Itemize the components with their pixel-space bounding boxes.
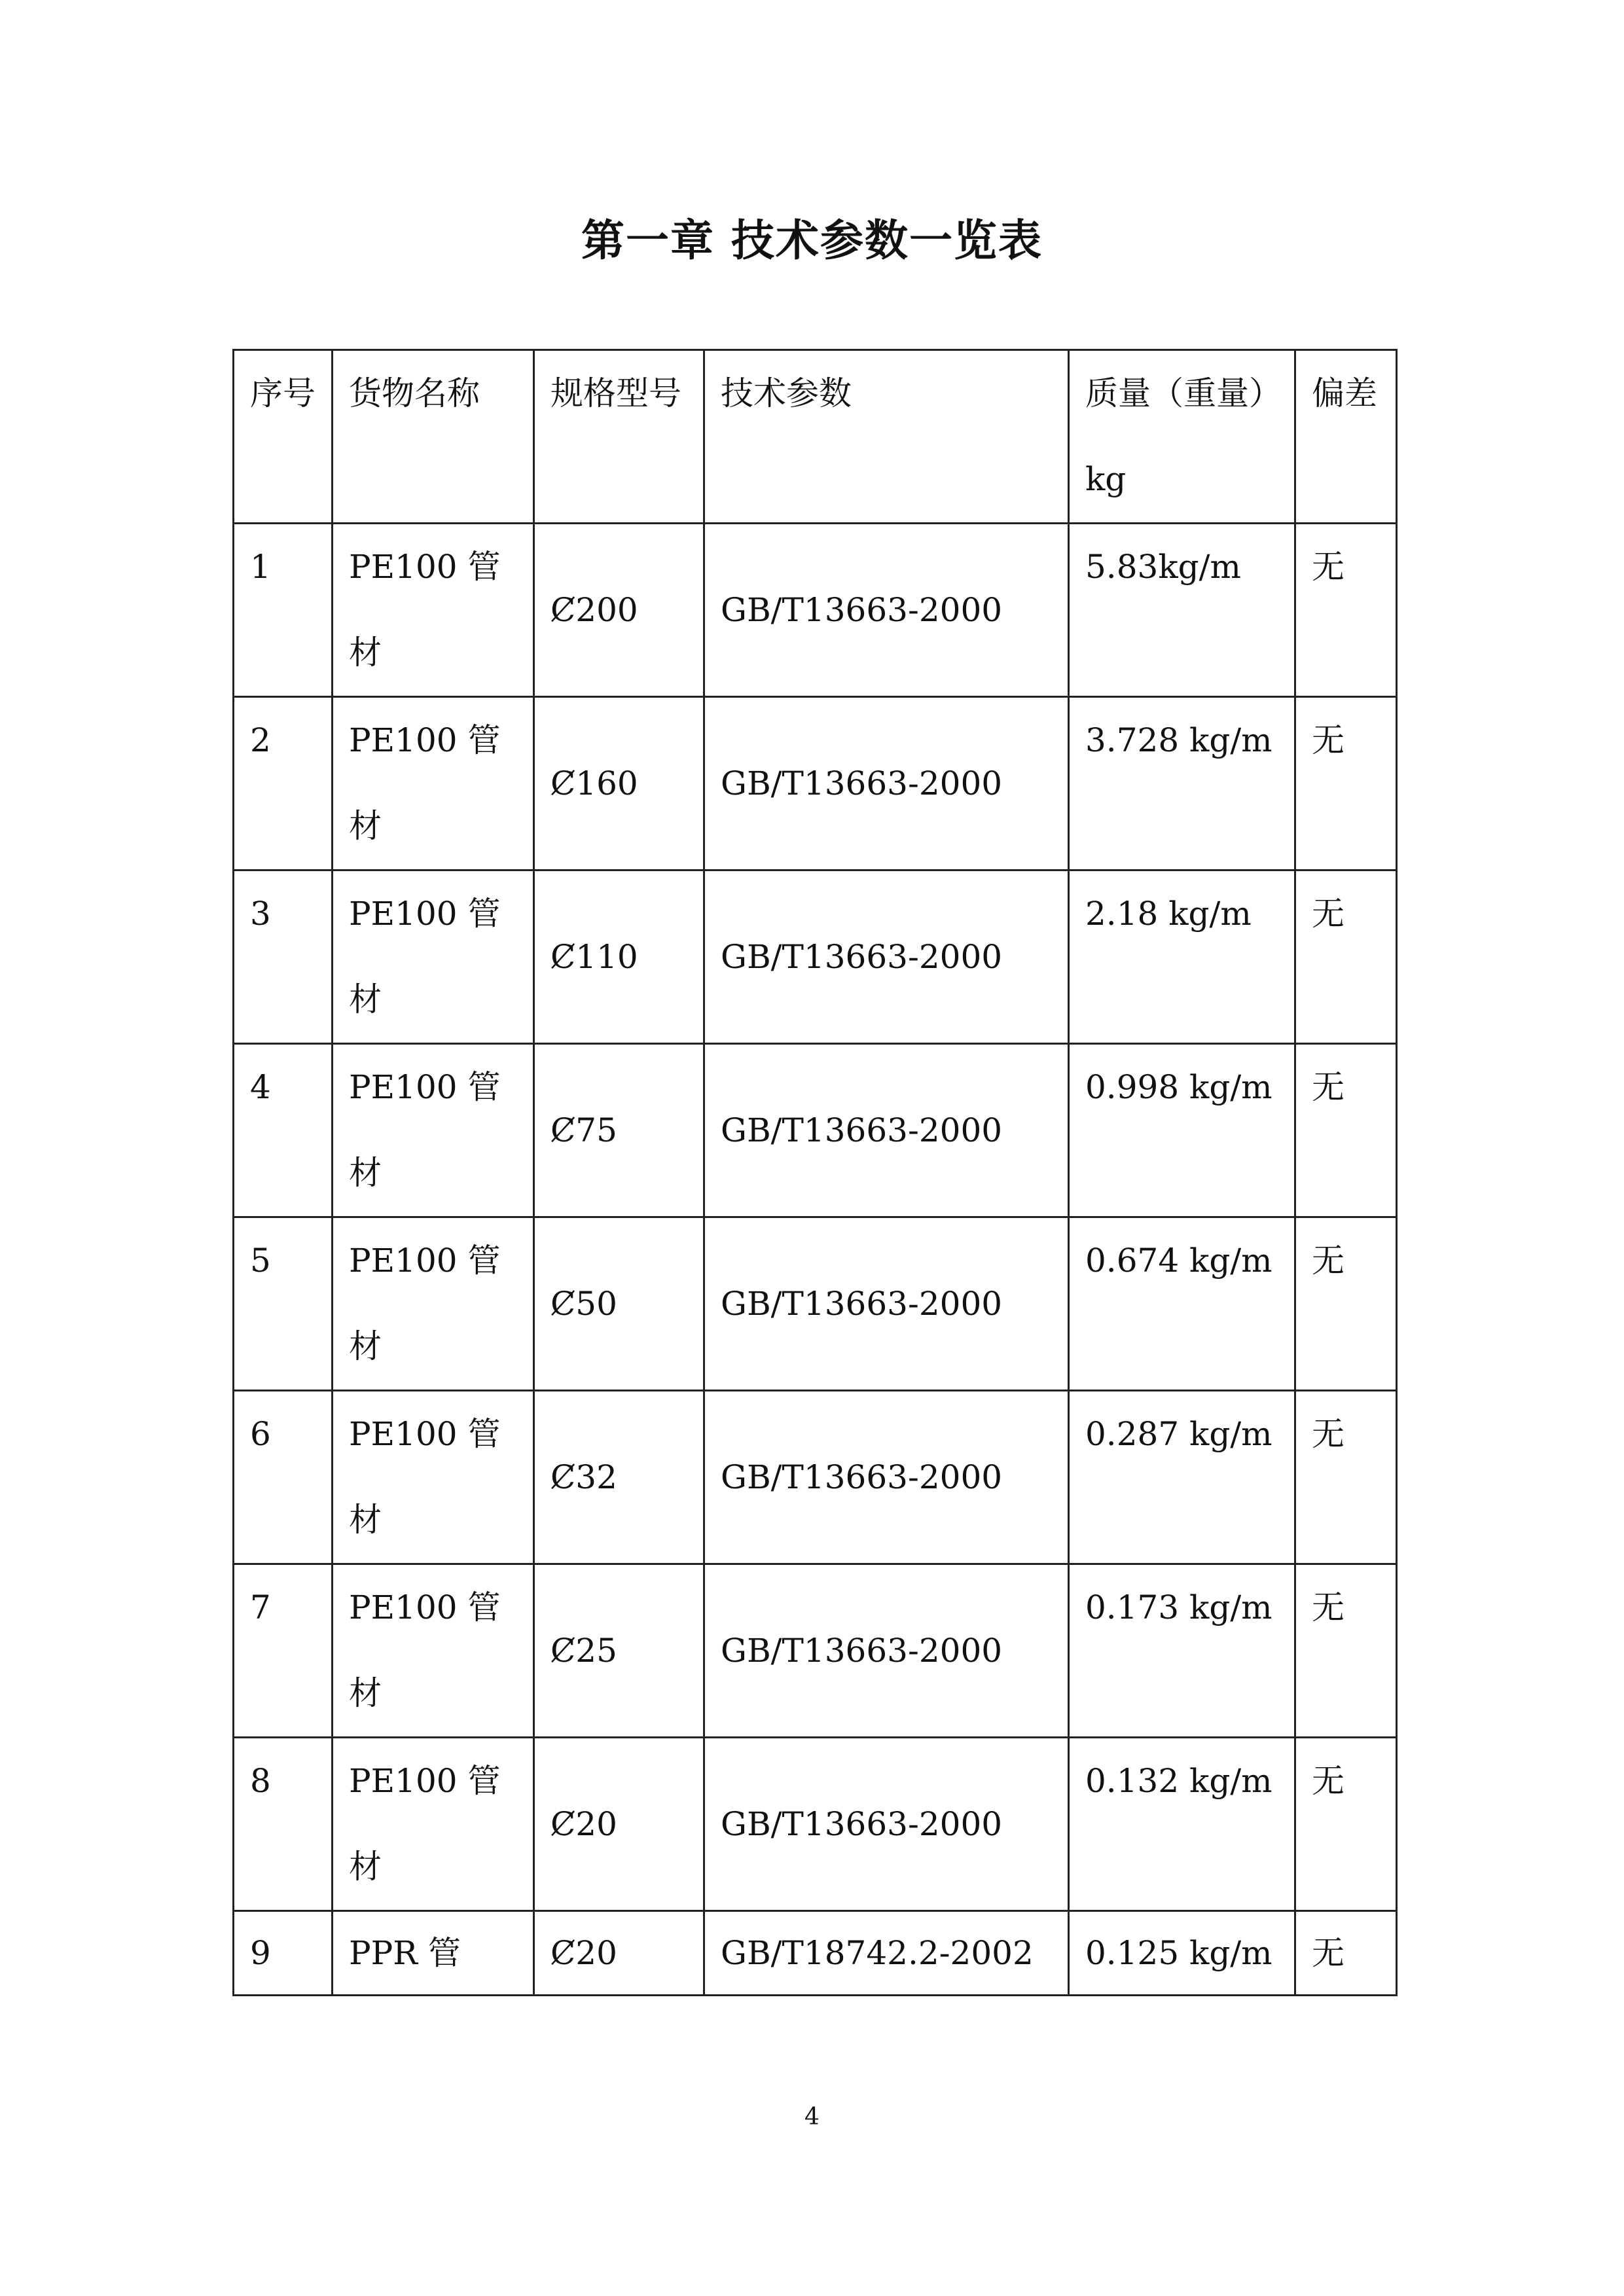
cell-serial: 5 (234, 1217, 333, 1391)
cell-deviation: 无 (1295, 1564, 1397, 1738)
cell-weight: 3.728 kg/m (1069, 697, 1295, 870)
header-cell-weight: 质量（重量）kg (1069, 350, 1295, 524)
cell-goods-name: PE100 管材 (333, 1391, 534, 1564)
cell-goods-name: PE100 管材 (333, 1564, 534, 1738)
cell-serial: 2 (234, 697, 333, 870)
cell-weight: 0.674 kg/m (1069, 1217, 1295, 1391)
cell-weight: 5.83kg/m (1069, 524, 1295, 697)
cell-deviation: 无 (1295, 1044, 1397, 1217)
header-cell-deviation: 偏差 (1295, 350, 1397, 524)
table-row (234, 870, 1397, 1044)
cell-serial: 6 (234, 1391, 333, 1564)
table-row (234, 1391, 1397, 1564)
cell-goods-name: PE100 管材 (333, 697, 534, 870)
cell-technical-params: GB/T13663-2000 (704, 1564, 1069, 1738)
cell-weight: 0.287 kg/m (1069, 1391, 1295, 1564)
page-number: 4 (804, 2104, 820, 2130)
cell-spec-model: Ȼ200 (534, 524, 704, 697)
cell-goods-name: PPR 管 (333, 1911, 534, 1996)
cell-spec-model: Ȼ75 (534, 1044, 704, 1217)
cell-weight: 0.173 kg/m (1069, 1564, 1295, 1738)
cell-deviation: 无 (1295, 1911, 1397, 1996)
cell-goods-name: PE100 管材 (333, 524, 534, 697)
cell-deviation: 无 (1295, 1391, 1397, 1564)
table-row (234, 1738, 1397, 1911)
cell-spec-model: Ȼ50 (534, 1217, 704, 1391)
cell-spec-model: Ȼ32 (534, 1391, 704, 1564)
header-cell-spec-model: 规格型号 (534, 350, 704, 524)
cell-goods-name: PE100 管材 (333, 1044, 534, 1217)
cell-deviation: 无 (1295, 524, 1397, 697)
cell-weight: 0.132 kg/m (1069, 1738, 1295, 1911)
cell-spec-model: Ȼ160 (534, 697, 704, 870)
cell-goods-name: PE100 管材 (333, 1738, 534, 1911)
cell-spec-model: Ȼ20 (534, 1911, 704, 1996)
cell-serial: 9 (234, 1911, 333, 1996)
cell-weight: 0.998 kg/m (1069, 1044, 1295, 1217)
cell-technical-params: GB/T13663-2000 (704, 1217, 1069, 1391)
table-row (234, 1564, 1397, 1738)
cell-deviation: 无 (1295, 870, 1397, 1044)
cell-technical-params: GB/T18742.2-2002 (704, 1911, 1069, 1996)
cell-technical-params: GB/T13663-2000 (704, 1391, 1069, 1564)
cell-serial: 8 (234, 1738, 333, 1911)
cell-deviation: 无 (1295, 697, 1397, 870)
cell-technical-params: GB/T13663-2000 (704, 1738, 1069, 1911)
table-row (234, 697, 1397, 870)
cell-goods-name: PE100 管材 (333, 870, 534, 1044)
cell-serial: 4 (234, 1044, 333, 1217)
header-cell-technical-params: 技术参数 (704, 350, 1069, 524)
cell-weight: 0.125 kg/m (1069, 1911, 1295, 1996)
header-cell-goods-name: 货物名称 (333, 350, 534, 524)
table-row (234, 1217, 1397, 1391)
cell-serial: 7 (234, 1564, 333, 1738)
cell-serial: 3 (234, 870, 333, 1044)
page-title: 第一章 技术参数一览表 (581, 215, 1043, 266)
cell-deviation: 无 (1295, 1217, 1397, 1391)
table-header-row (234, 350, 1397, 524)
technical-parameters-table (232, 349, 1398, 1996)
cell-deviation: 无 (1295, 1738, 1397, 1911)
cell-weight: 2.18 kg/m (1069, 870, 1295, 1044)
table-row (234, 524, 1397, 697)
table-row (234, 1044, 1397, 1217)
cell-technical-params: GB/T13663-2000 (704, 1044, 1069, 1217)
table-row (234, 1911, 1397, 1996)
cell-spec-model: Ȼ110 (534, 870, 704, 1044)
cell-serial: 1 (234, 524, 333, 697)
cell-technical-params: GB/T13663-2000 (704, 697, 1069, 870)
header-cell-serial: 序号 (234, 350, 333, 524)
cell-goods-name: PE100 管材 (333, 1217, 534, 1391)
cell-technical-params: GB/T13663-2000 (704, 524, 1069, 697)
cell-spec-model: Ȼ20 (534, 1738, 704, 1911)
cell-spec-model: Ȼ25 (534, 1564, 704, 1738)
cell-technical-params: GB/T13663-2000 (704, 870, 1069, 1044)
